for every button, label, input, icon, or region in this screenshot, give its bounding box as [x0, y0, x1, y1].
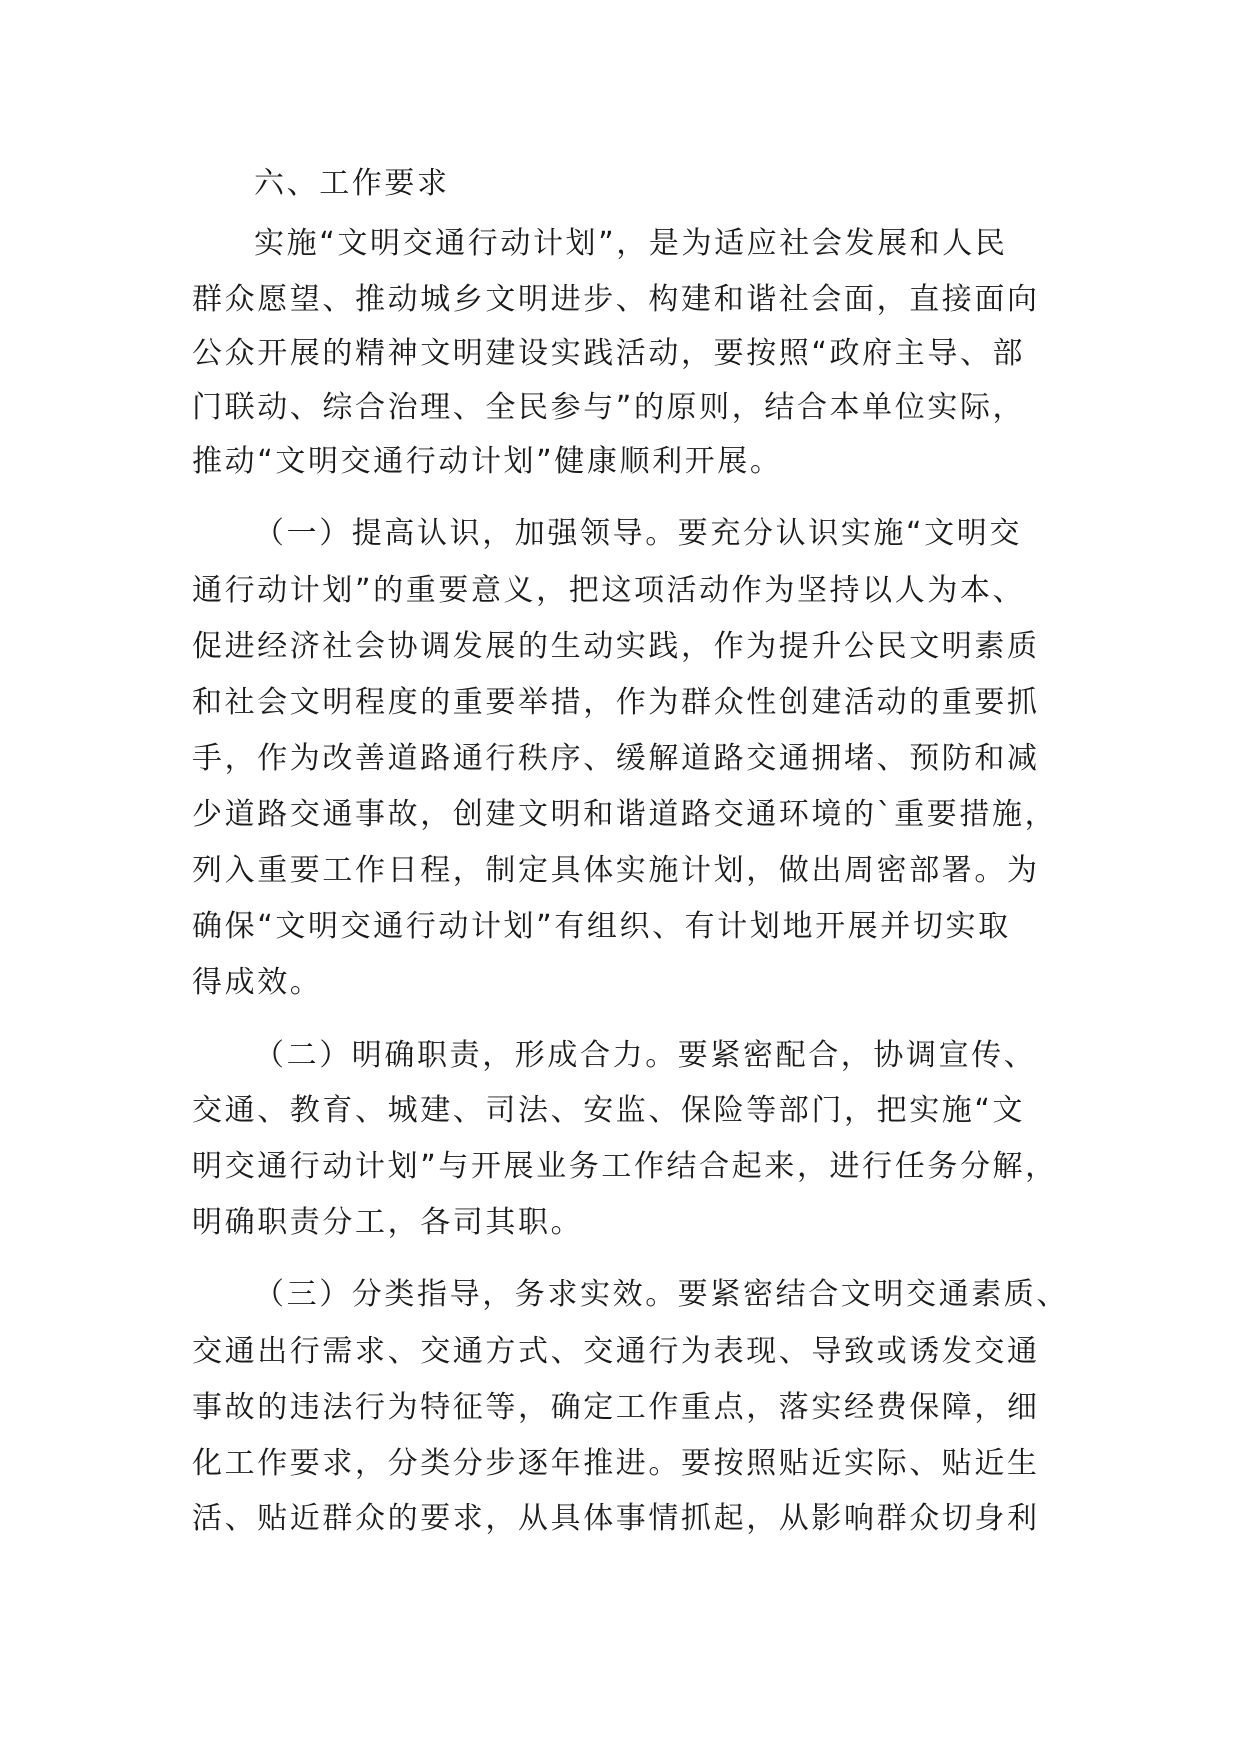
paragraph-line: 活、贴近群众的要求，从具体事情抓起，从影响群众切身利 — [192, 1501, 1040, 1536]
paragraph-line: 得成效。 — [192, 965, 323, 1000]
paragraph-line: 明确职责分工，各司其职。 — [192, 1205, 584, 1240]
paragraph-line: 群众愿望、推动城乡文明进步、构建和谐社会面，直接面向 — [192, 282, 1040, 317]
paragraph-line: 少道路交通事故，创建文明和谐道路交通环境的`重要措施， — [192, 797, 1058, 832]
section-heading: 六、工作要求 — [254, 166, 450, 201]
paragraph-line: 促进经济社会协调发展的生动实践，作为提升公民文明素质 — [192, 629, 1040, 664]
paragraph-line: 明交通行动计划”与开展业务工作结合起来，进行任务分解， — [192, 1149, 1058, 1184]
paragraph-line: （三）分类指导，务求实效。要紧密结合文明交通素质、 — [254, 1277, 1069, 1312]
paragraph-line: 和社会文明程度的重要举措，作为群众性创建活动的重要抓 — [192, 685, 1040, 720]
paragraph-line: 交通、教育、城建、司法、安监、保险等部门，把实施“文 — [192, 1093, 1026, 1128]
paragraph-line: 交通出行需求、交通方式、交通行为表现、导致或诱发交通 — [192, 1334, 1040, 1369]
paragraph-line: （二）明确职责，形成合力。要紧密配合，协调宣传、 — [254, 1038, 1037, 1073]
paragraph-line: 列入重要工作日程，制定具体实施计划，做出周密部署。为 — [192, 853, 1040, 888]
paragraph-line: 确保“文明交通行动计划”有组织、有计划地开展并切实取 — [192, 909, 1011, 944]
paragraph-line: 推动“文明交通行动计划”健康顺利开展。 — [192, 444, 783, 479]
paragraph-line: 实施“文明交通行动计划”，是为适应社会发展和人民 — [254, 226, 1008, 261]
paragraph-line: 事故的违法行为特征等，确定工作重点，落实经费保障，细 — [192, 1390, 1040, 1425]
paragraph-line: 门联动、综合治理、全民参与”的原则，结合本单位实际， — [192, 390, 1026, 425]
paragraph-line: 手，作为改善道路通行秩序、缓解道路交通拥堵、预防和减 — [192, 741, 1040, 776]
paragraph-line: （一）提高认识，加强领导。要充分认识实施“文明交 — [254, 516, 1022, 551]
paragraph-line: 通行动计划”的重要意义，把这项活动作为坚持以人为本、 — [192, 573, 1026, 608]
paragraph-line: 化工作要求，分类分步逐年推进。要按照贴近实际、贴近生 — [192, 1446, 1040, 1481]
paragraph-line: 公众开展的精神文明建设实践活动，要按照“政府主导、部 — [192, 336, 1026, 371]
